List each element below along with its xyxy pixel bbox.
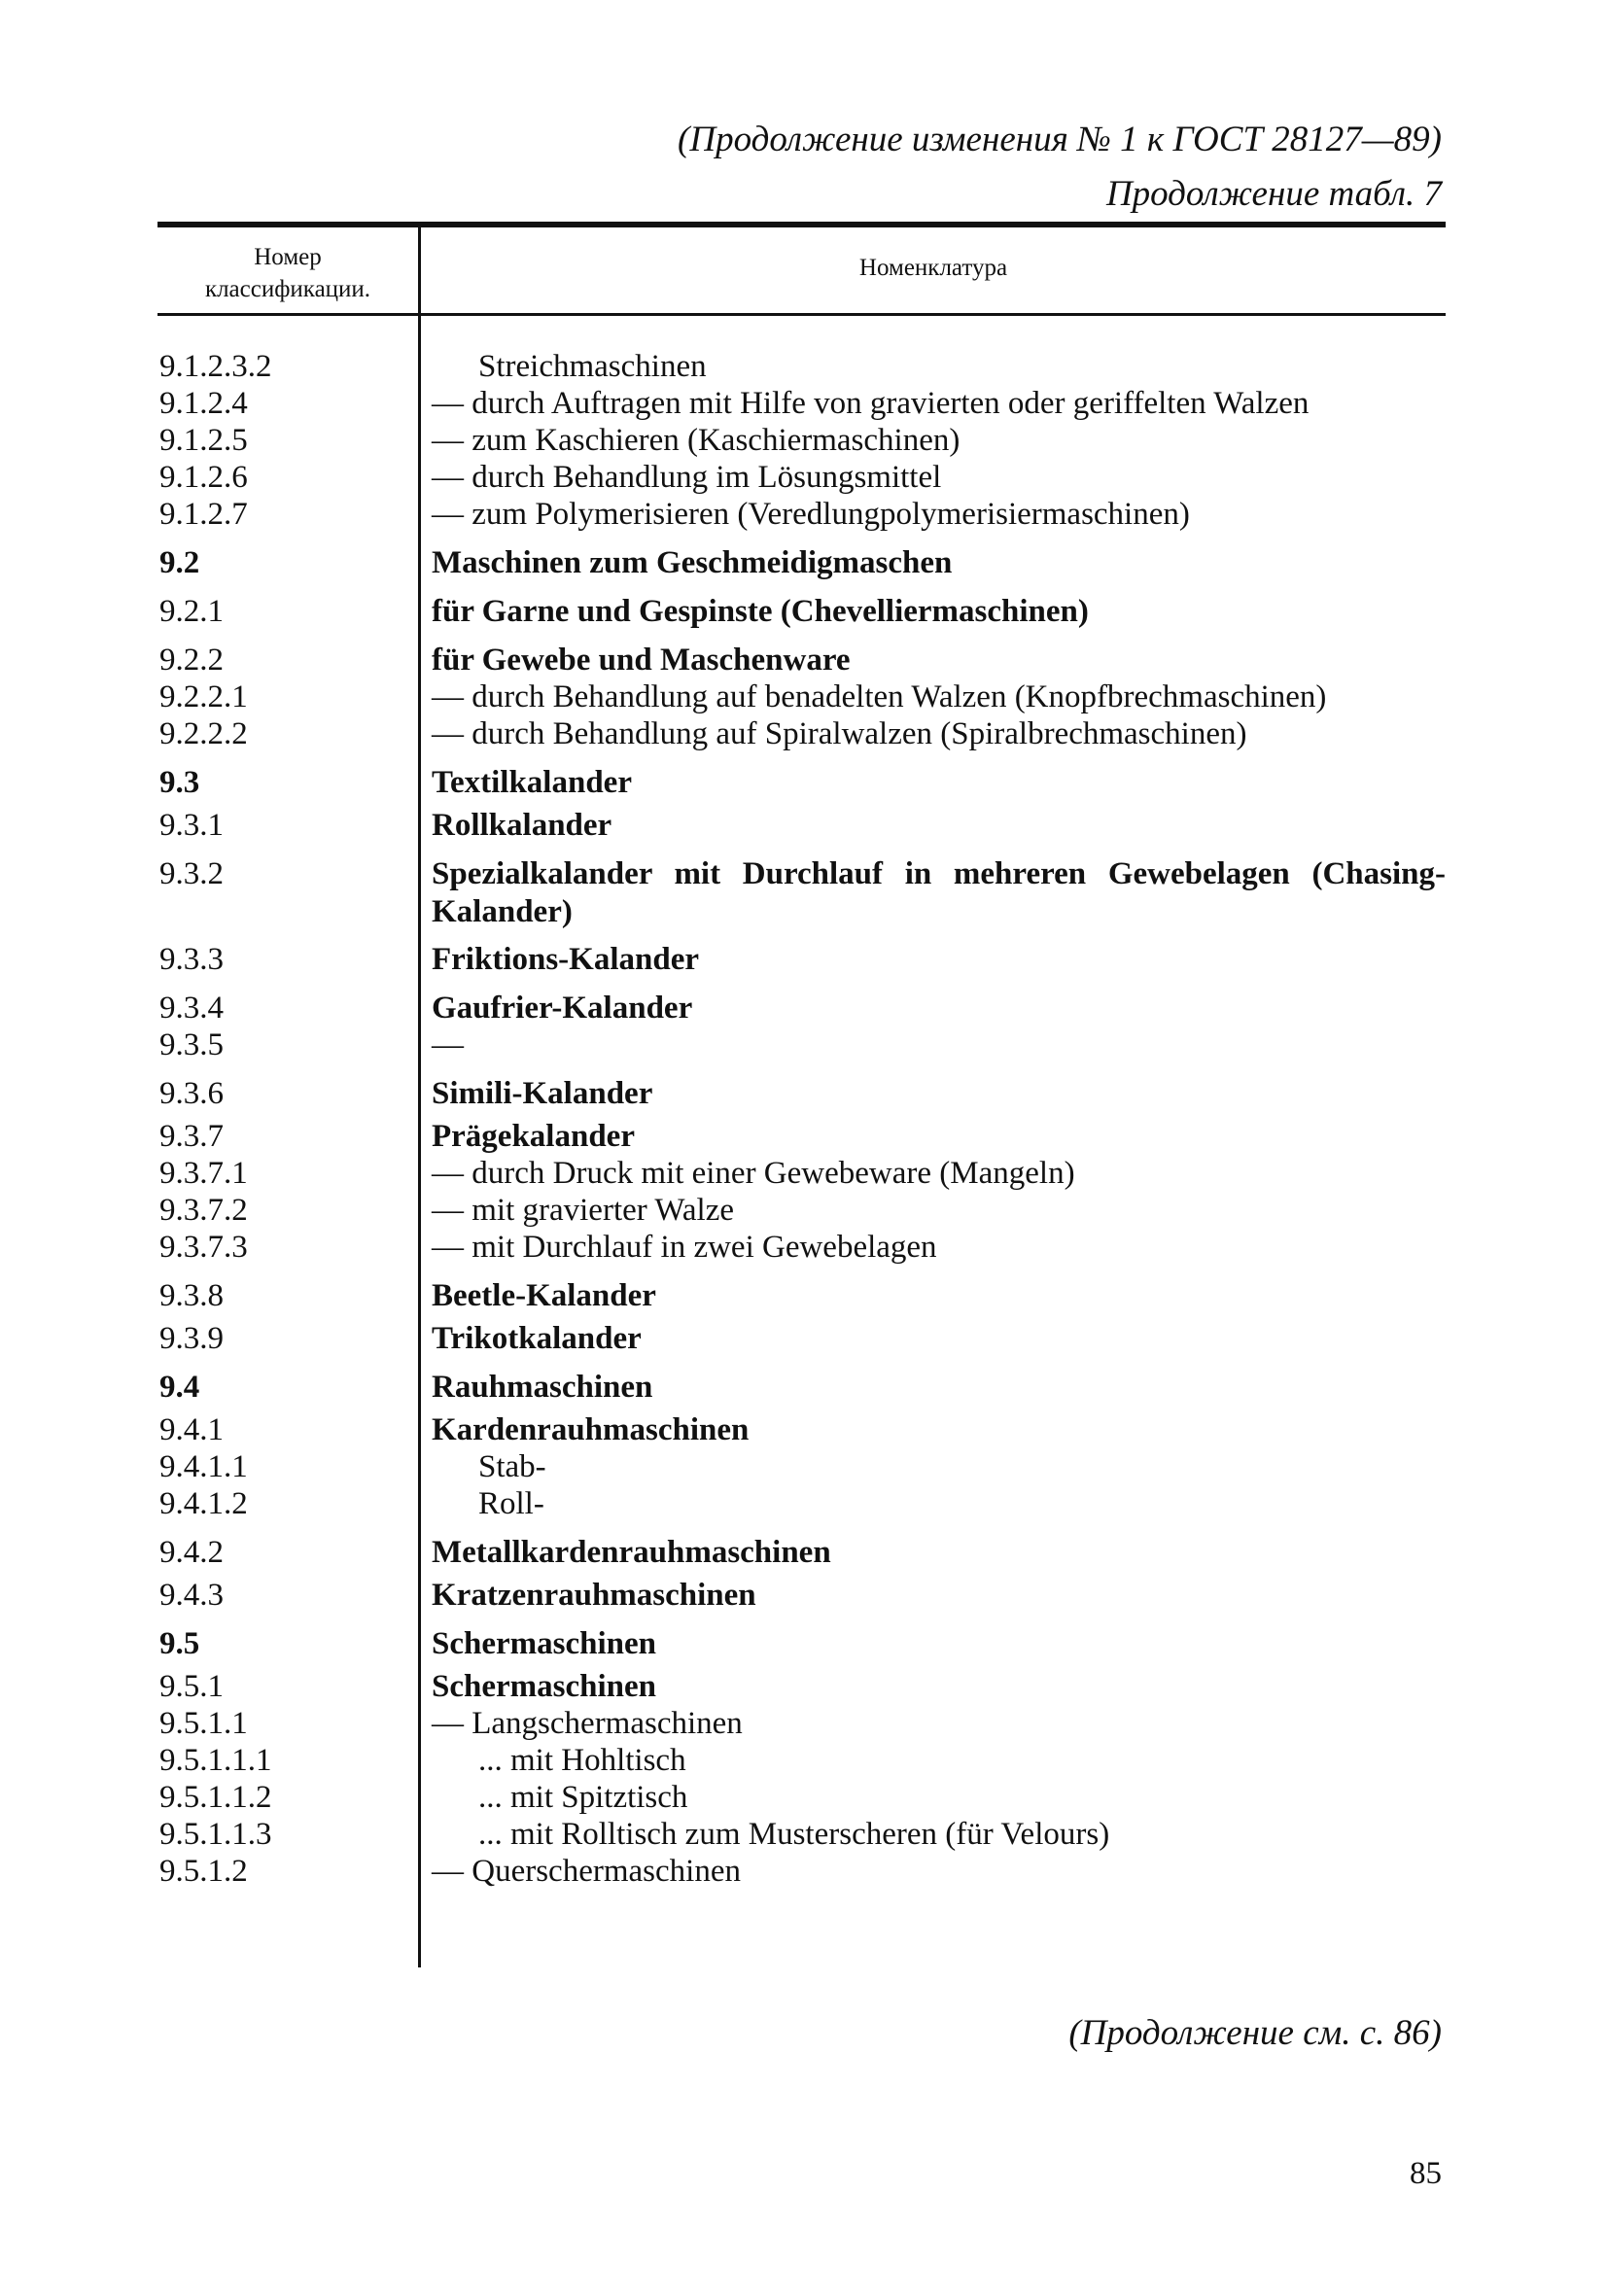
classification-number: 9.5: [159, 1626, 200, 1661]
classification-number: 9.1.2.6: [159, 460, 248, 495]
classification-number: 9.5.1.1.1: [159, 1743, 272, 1778]
nomenclature-entry: — durch Behandlung auf benadelten Walzen (Knopfbrechmaschinen): [432, 679, 1327, 714]
nomenclature-entry: — durch Behandlung auf Spiralwalzen (Spiralbrechmaschinen): [432, 716, 1247, 751]
nomenclature-entry: Schermaschinen: [432, 1626, 656, 1661]
nomenclature-entry: Beetle-Kalander: [432, 1278, 656, 1313]
nomenclature-entry: Rauhmaschinen: [432, 1370, 653, 1405]
column-header-number-line-2: классификации.: [204, 276, 371, 302]
classification-number: 9.3.5: [159, 1027, 224, 1062]
classification-number: 9.1.2.3.2: [159, 349, 272, 384]
nomenclature-entry: ... mit Hohltisch: [478, 1743, 686, 1778]
nomenclature-entry: — mit Durchlauf in zwei Gewebelagen: [432, 1230, 937, 1265]
nomenclature-entry: Streichmaschinen: [478, 349, 707, 384]
classification-number: 9.3.2: [159, 856, 224, 891]
nomenclature-entry: — Langschermaschinen: [432, 1706, 743, 1741]
nomenclature-entry: ... mit Rolltisch zum Musterscheren (für Velours): [478, 1817, 1110, 1852]
nomenclature-entry: für Garne und Gespinste (Chevelliermaschinen): [432, 594, 1089, 629]
classification-number: 9.3.7: [159, 1119, 224, 1154]
nomenclature-entry: Metallkardenrauhmaschinen: [432, 1535, 831, 1570]
nomenclature-entry: Maschinen zum Geschmeidigmaschen: [432, 545, 953, 580]
nomenclature-entry: Friktions-Kalander: [432, 942, 700, 977]
column-header-number-line-1: Номер: [254, 244, 322, 270]
continuation-note: (Продолжение см. с. 86): [1068, 2013, 1442, 2053]
classification-number: 9.2.2.1: [159, 679, 248, 714]
classification-number: 9.5.1.1: [159, 1706, 248, 1741]
classification-number: 9.4.1.1: [159, 1449, 248, 1484]
nomenclature-entry: Spezialkalander mit Durchlauf in mehreren Gewebelagen (Chasing-Kalander): [432, 856, 1446, 929]
classification-number: 9.3.3: [159, 942, 224, 977]
nomenclature-entry: Simili-Kalander: [432, 1076, 653, 1111]
column-header-nomenclature: Номенклатура: [858, 255, 1008, 281]
classification-number: 9.1.2.7: [159, 497, 248, 532]
nomenclature-entry: —: [432, 1027, 464, 1062]
nomenclature-entry: Prägekalander: [432, 1119, 635, 1154]
nomenclature-entry: — zum Kaschieren (Kaschiermaschinen): [432, 423, 961, 458]
nomenclature-entry: Rollkalander: [432, 808, 612, 843]
classification-number: 9.3.9: [159, 1321, 224, 1356]
classification-number: 9.3.4: [159, 991, 224, 1026]
nomenclature-entry: — durch Auftragen mit Hilfe von gravierten oder geriffelten Walzen: [432, 386, 1310, 421]
classification-number: 9.3.7.3: [159, 1230, 248, 1265]
classification-number: 9.1.2.5: [159, 423, 248, 458]
nomenclature-entry: für Gewebe und Maschenware: [432, 643, 851, 678]
nomenclature-entry: Kardenrauhmaschinen: [432, 1412, 750, 1447]
classification-number: 9.4.1.2: [159, 1486, 248, 1521]
classification-number: 9.5.1.2: [159, 1854, 248, 1889]
classification-number: 9.2.2.2: [159, 716, 248, 751]
classification-number: 9.1.2.4: [159, 386, 248, 421]
table-continuation-label: Продолжение табл. 7: [1105, 174, 1442, 214]
classification-number: 9.4: [159, 1370, 200, 1405]
nomenclature-entry: — durch Druck mit einer Gewebeware (Mangeln): [432, 1156, 1075, 1191]
nomenclature-entry: ... mit Spitztisch: [478, 1780, 688, 1815]
classification-number: 9.2: [159, 545, 200, 580]
classification-number: 9.2.1: [159, 594, 224, 629]
classification-number: 9.3: [159, 765, 200, 800]
nomenclature-entry: Textilkalander: [432, 765, 632, 800]
document-header-title: (Продолжение изменения № 1 к ГОСТ 28127—89): [678, 120, 1442, 159]
classification-number: 9.4.1: [159, 1412, 224, 1447]
classification-number: 9.3.8: [159, 1278, 224, 1313]
nomenclature-entry: — mit gravierter Walze: [432, 1193, 735, 1228]
nomenclature-entry: — Querschermaschinen: [432, 1854, 741, 1889]
classification-number: 9.4.2: [159, 1535, 224, 1570]
nomenclature-entry: — durch Behandlung im Lösungsmittel: [432, 460, 942, 495]
nomenclature-entry: Schermaschinen: [432, 1669, 656, 1704]
classification-number: 9.2.2: [159, 643, 224, 678]
classification-number: 9.3.7.2: [159, 1193, 248, 1228]
classification-number: 9.4.3: [159, 1578, 224, 1613]
classification-number: 9.5.1: [159, 1669, 224, 1704]
nomenclature-entry: Gaufrier-Kalander: [432, 991, 693, 1026]
nomenclature-entry: Stab-: [478, 1449, 546, 1484]
nomenclature-entry: Trikotkalander: [432, 1321, 642, 1356]
nomenclature-entry: — zum Polymerisieren (Veredlungpolymerisiermaschinen): [432, 497, 1190, 532]
nomenclature-entry: Kratzenrauhmaschinen: [432, 1578, 756, 1613]
classification-number: 9.3.1: [159, 808, 224, 843]
nomenclature-entry: Roll-: [478, 1486, 544, 1521]
classification-number: 9.3.6: [159, 1076, 224, 1111]
page-number: 85: [1410, 2156, 1442, 2191]
classification-number: 9.5.1.1.2: [159, 1780, 272, 1815]
classification-number: 9.5.1.1.3: [159, 1817, 272, 1852]
classification-number: 9.3.7.1: [159, 1156, 248, 1191]
